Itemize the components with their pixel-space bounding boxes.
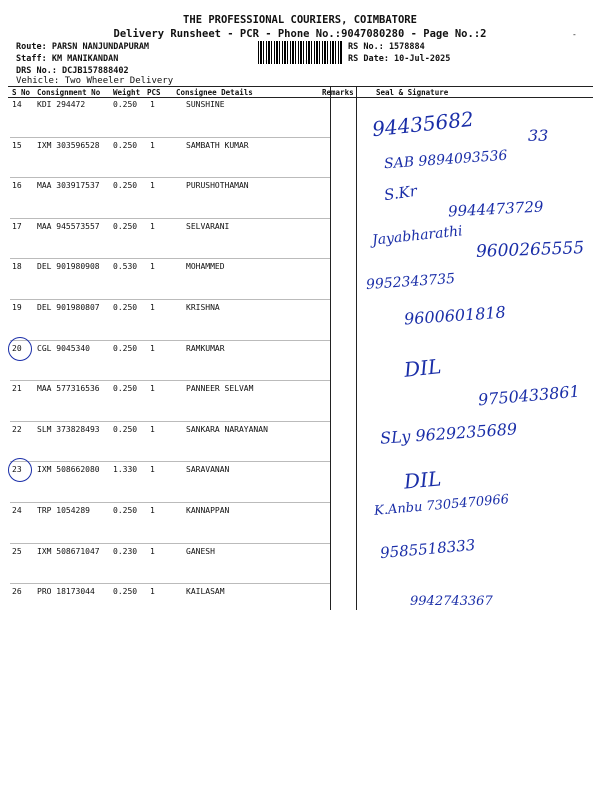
row-pcs: 1 [150, 303, 155, 312]
handwritten-signature: S.Kr [382, 181, 418, 205]
row-consignee: KRISHNA [186, 303, 220, 312]
row-pcs: 1 [150, 384, 155, 394]
row-sno: 20 [12, 343, 22, 353]
row-weight: 0.250 [113, 100, 138, 109]
table-header-rule [8, 97, 593, 98]
row-weight: 0.250 [113, 506, 138, 515]
row-consignee: KANNAPPAN [186, 506, 230, 515]
row-weight: 0.230 [113, 546, 138, 556]
handwritten-signature: 33 [528, 126, 549, 145]
row-pcs: 1 [150, 262, 155, 272]
row-pcs: 1 [150, 546, 155, 556]
row-weight: 0.530 [113, 262, 138, 272]
row-divider [10, 502, 330, 503]
row-pcs: 1 [150, 343, 155, 353]
row-pcs: 1 [150, 465, 155, 475]
col-sno: S No [12, 88, 31, 97]
row-divider [10, 258, 330, 259]
row-pcs: 1 [150, 587, 155, 597]
handwritten-signature: 9942743367 [410, 594, 493, 609]
row-divider [10, 177, 330, 178]
vehicle-label: Vehicle: Two Wheeler Delivery [16, 76, 174, 86]
row-divider [10, 543, 330, 544]
col-weight: Weight [113, 88, 141, 97]
row-consignee: RAMKUMAR [186, 343, 225, 353]
row-consignee: SARAVANAN [186, 465, 230, 475]
row-divider [10, 340, 330, 341]
row-consignment: MAA 945573557 [37, 221, 100, 231]
circle-mark [8, 458, 32, 482]
handwritten-signature: 9750433861 [477, 381, 581, 410]
handwritten-signature: SAB 9894093536 [383, 147, 508, 173]
row-sno: 14 [12, 100, 22, 109]
handwritten-signature: K.Anbu 7305470966 [373, 492, 510, 519]
row-consignment: TRP 1054289 [37, 506, 90, 515]
row-consignment: IXM 508671047 [37, 546, 100, 556]
row-sno: 19 [12, 303, 22, 312]
row-weight: 0.250 [113, 140, 138, 150]
row-weight: 0.250 [113, 343, 138, 353]
handwritten-signature: 9600265555 [475, 238, 585, 262]
col-consignee: Consignee Details [176, 88, 253, 97]
row-sno: 22 [12, 424, 22, 434]
row-consignee: PURUSHOTHAMAN [186, 181, 249, 191]
row-sno: 17 [12, 221, 22, 231]
col-pcs: PCS [147, 88, 161, 97]
row-sno: 23 [12, 465, 22, 475]
barcode-image [258, 41, 342, 64]
company-title: THE PROFESSIONAL COURIERS, COIMBATORE [183, 14, 417, 26]
handwritten-signature: 94435682 [371, 106, 475, 142]
row-consignment: PRO 18173044 [37, 587, 95, 597]
row-consignee: KAILASAM [186, 587, 225, 597]
row-pcs: 1 [150, 424, 155, 434]
row-sno: 21 [12, 384, 22, 394]
row-weight: 0.250 [113, 424, 138, 434]
row-weight: 0.250 [113, 587, 138, 597]
row-sno: 16 [12, 181, 22, 191]
route-label: Route: PARSN NANJUNDAPURAM [16, 42, 150, 52]
handwritten-signature: 9944473729 [447, 197, 544, 221]
handwritten-signature: Jayabharathi [371, 223, 464, 249]
row-sno: 15 [12, 140, 22, 150]
row-divider [10, 137, 330, 138]
row-pcs: 1 [150, 181, 155, 191]
handwritten-signature: SLy 9629235689 [379, 419, 518, 448]
row-consignee: SUNSHINE [186, 100, 225, 109]
row-divider [10, 583, 330, 584]
runsheet-subtitle: Delivery Runsheet - PCR - Phone No.:9047080280 - Page No.:2 [113, 28, 487, 40]
row-consignment: DEL 901980908 [37, 262, 100, 272]
row-consignee: SELVARANI [186, 221, 230, 231]
row-consignee: GANESH [186, 546, 215, 556]
row-pcs: 1 [150, 221, 155, 231]
row-pcs: 1 [150, 100, 155, 109]
remarks-right-rule [356, 86, 357, 610]
row-consignee: SANKARA NARAYANAN [186, 424, 268, 434]
row-consignment: CGL 9045340 [37, 343, 90, 353]
handwritten-signature: DIL [403, 466, 443, 494]
handwritten-signature: 9952343735 [365, 270, 456, 294]
row-divider [10, 461, 330, 462]
row-divider [10, 299, 330, 300]
row-weight: 0.250 [113, 303, 138, 312]
row-sno: 24 [12, 506, 22, 515]
col-signature: Seal & Signature [376, 88, 449, 97]
row-consignment: IXM 303596528 [37, 140, 100, 150]
row-weight: 0.250 [113, 181, 138, 191]
rs-date: RS Date: 10-Jul-2025 [348, 54, 451, 64]
remarks-left-rule [330, 86, 331, 610]
row-weight: 0.250 [113, 384, 138, 394]
circle-mark [8, 337, 32, 361]
row-sno: 18 [12, 262, 22, 272]
row-divider [10, 380, 330, 381]
row-weight: 1.330 [113, 465, 138, 475]
row-consignee: SAMBATH KUMAR [186, 140, 249, 150]
row-consignment: MAA 577316536 [37, 384, 100, 394]
handwritten-signature: 9600601818 [403, 302, 507, 329]
row-weight: 0.250 [113, 221, 138, 231]
row-consignment: MAA 303917537 [37, 181, 100, 191]
handwritten-signature: DIL [402, 354, 443, 382]
row-sno: 25 [12, 546, 22, 556]
handwritten-signature: 9585518333 [379, 535, 477, 563]
row-consignment: KDI 294472 [37, 100, 86, 109]
rs-number: RS No.: 1578884 [348, 42, 425, 52]
row-consignment: IXM 508662080 [37, 465, 100, 475]
row-consignee: PANNEER SELVAM [186, 384, 254, 394]
row-consignment: SLM 373828493 [37, 424, 100, 434]
col-remarks: Remarks [322, 88, 354, 97]
row-divider [10, 421, 330, 422]
row-pcs: 1 [150, 140, 155, 150]
row-divider [10, 218, 330, 219]
row-pcs: 1 [150, 506, 155, 515]
row-consignee: MOHAMMED [186, 262, 225, 272]
table-top-rule [8, 86, 593, 87]
row-consignment: DEL 901980807 [37, 303, 100, 312]
row-sno: 26 [12, 587, 22, 597]
corner-mark: - [572, 30, 577, 39]
col-consignment: Consignment No [37, 88, 101, 97]
staff-label: Staff: KM MANIKANDAN [16, 54, 119, 64]
drs-label: DRS No.: DCJB157888402 [16, 66, 129, 76]
